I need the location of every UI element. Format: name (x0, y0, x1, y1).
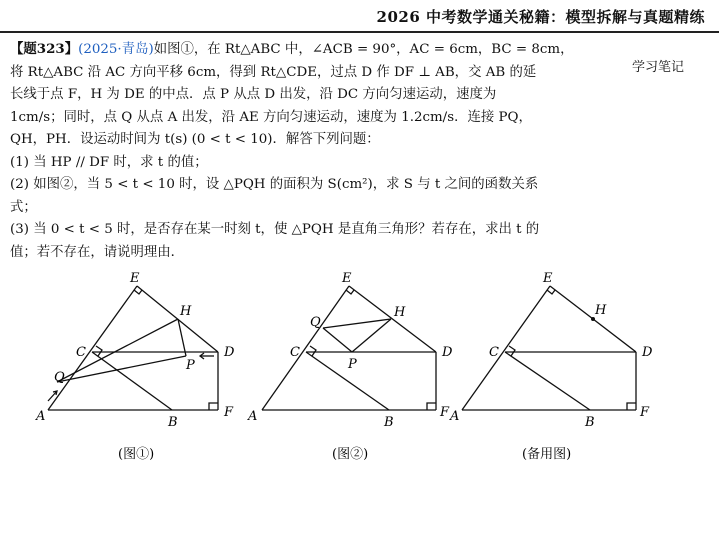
fig2-label-c: C (290, 345, 300, 360)
fig2-label-p: P (348, 357, 357, 372)
fig1-label-e: E (130, 271, 140, 286)
fig1-label-q: Q (54, 370, 65, 385)
problem-line-1: 【题323】(2025·青岛)如图①，在 Rt△ABC 中，∠ACB = 90°，AC = 6cm，BC = 8cm， (10, 41, 574, 57)
fig3-label-a: A (450, 409, 460, 424)
fig2-label-b: B (384, 415, 394, 430)
fig3-label-d: D (642, 345, 653, 360)
problem-line-3: 长线于点 F，H 为 DE 的中点．点 P 从点 D 出发，沿 DC 方向匀速运动，速度为 (10, 87, 497, 102)
fig3-caption: (备用图) (522, 447, 572, 462)
problem-line-5: QH，PH．设运动时间为 t(s) (0 < t < 10)．解答下列问题： (10, 132, 380, 147)
question-2: (2) 如图②，当 5 < t < 10 时，设 △PQH 的面积为 S(cm²)，求 S 与 t 之间的函数关系 (10, 177, 539, 192)
fig1-label-c: C (76, 345, 86, 360)
fig2-label-e: E (342, 271, 352, 286)
fig1-caption: (图①) (118, 447, 155, 462)
fig3-label-f: F (640, 405, 650, 420)
fig1-label-d: D (224, 345, 235, 360)
problem-source: (2025·青岛) (78, 42, 154, 57)
fig3-label-b: B (585, 415, 595, 430)
question-2-cont: 式； (10, 199, 37, 215)
header-title: 2026 中考数学通关秘籍：模型拆解与真题精练 (376, 8, 705, 26)
notes-label: 学习笔记 (632, 60, 685, 75)
fig3-label-h: H (595, 303, 607, 318)
fig1-label-a: A (36, 409, 46, 424)
fig2-label-h: H (394, 305, 406, 320)
question-3: (3) 当 0 < t < 5 时，是否存在某一时刻 t，使 △PQH 是直角三角形？若存在，求出 t 的 (10, 222, 540, 237)
fig2-label-q: Q (310, 315, 321, 330)
figure-1 (48, 286, 218, 410)
question-1: (1) 当 HP // DF 时，求 t 的值； (10, 154, 208, 170)
fig2-label-f: F (440, 405, 450, 420)
fig3-label-c: C (489, 345, 499, 360)
fig1-label-f: F (224, 405, 234, 420)
question-3-cont: 值；若不存在，请说明理由． (10, 244, 185, 260)
figures (0, 268, 719, 468)
fig1-label-b: B (168, 415, 178, 430)
fig2-label-d: D (442, 345, 453, 360)
figure-2 (262, 286, 436, 410)
fig1-label-p: P (186, 358, 195, 373)
problem-text (10, 38, 614, 264)
problem-line-2: 将 Rt△ABC 沿 AC 方向平移 6cm，得到 Rt△CDE，过点 D 作 DF ⊥ AB，交 AB 的延 (10, 64, 537, 80)
header-rule (0, 31, 719, 33)
fig2-caption: (图②) (332, 447, 369, 462)
fig2-label-a: A (248, 409, 258, 424)
problem-id: 【题323】 (10, 41, 79, 57)
problem-line-4: 1cm/s；同时，点 Q 从点 A 出发，沿 AE 方向匀速运动，速度为 1.2cm/s．连接 PQ， (10, 109, 532, 125)
fig1-label-h: H (180, 304, 192, 319)
fig3-label-e: E (543, 271, 553, 286)
